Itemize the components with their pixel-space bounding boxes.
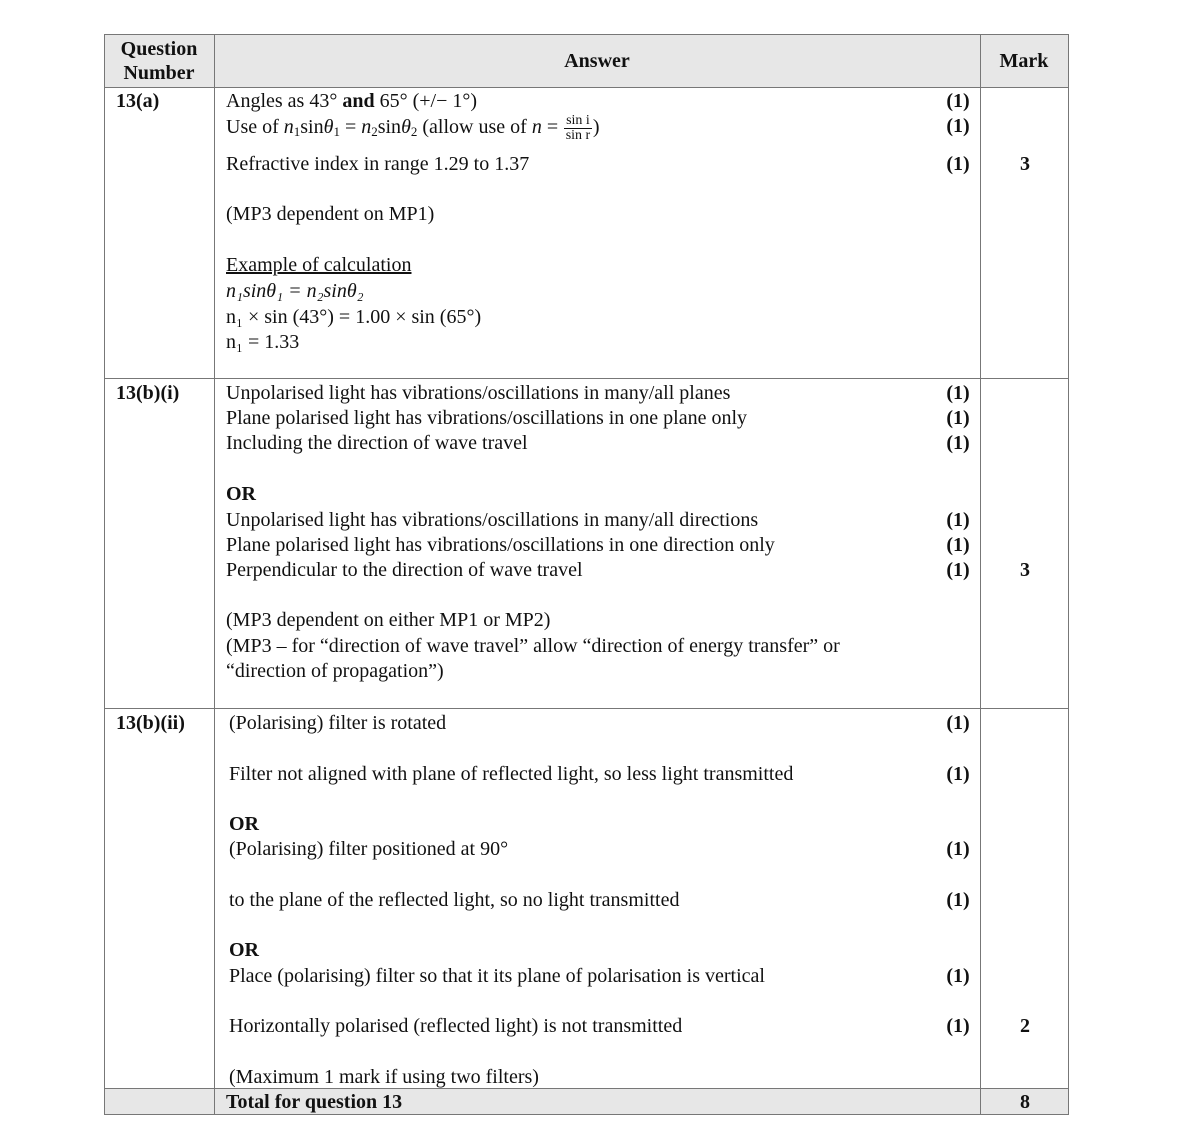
total-label: Total for question 13 (226, 1091, 403, 1113)
example-line: n₁ = 1.33 (226, 331, 300, 353)
divider (104, 708, 1069, 709)
answer-line: Angles as 43° and 65° (+/− 1°) (226, 90, 478, 112)
answer-note: “direction of propagation”) (226, 660, 444, 682)
answer-line: Including the direction of wave travel (226, 432, 528, 454)
or-separator: OR (226, 483, 256, 505)
point-mark: (1) (946, 115, 970, 137)
divider (980, 34, 981, 1115)
answer-line: (Polarising) filter positioned at 90° (229, 838, 509, 860)
answer-note: (MP3 dependent on MP1) (226, 203, 435, 225)
divider (214, 34, 215, 1115)
header-answer: Answer (564, 50, 630, 72)
answer-line: Refractive index in range 1.29 to 1.37 (226, 153, 530, 175)
point-mark: (1) (946, 153, 970, 175)
point-mark: (1) (946, 407, 970, 429)
answer-line: Filter not aligned with plane of reflected light, so less light transmitted (229, 763, 794, 785)
point-mark: (1) (946, 1015, 970, 1037)
divider (1068, 34, 1069, 1115)
question-mark-total: 3 (1020, 559, 1030, 581)
answer-line: Unpolarised light has vibrations/oscillations in many/all directions (226, 509, 759, 531)
divider (104, 34, 105, 1115)
question-mark-total: 3 (1020, 153, 1030, 175)
point-mark: (1) (946, 559, 970, 581)
point-mark: (1) (946, 763, 970, 785)
point-mark: (1) (946, 90, 970, 112)
divider (104, 87, 1069, 88)
answer-note: (MP3 dependent on either MP1 or MP2) (226, 609, 551, 631)
example-line: n₁sinθ₁ = n₂sinθ₂ (226, 280, 364, 302)
answer-line: Perpendicular to the direction of wave travel (226, 559, 583, 581)
question-id: 13(b)(i) (116, 382, 180, 404)
question-mark-total: 2 (1020, 1015, 1030, 1037)
answer-line: Horizontally polarised (reflected light) is not transmitted (229, 1015, 683, 1037)
or-separator: OR (229, 813, 259, 835)
divider (104, 34, 1069, 35)
example-title: Example of calculation (226, 254, 412, 276)
answer-note: (Maximum 1 mark if using two filters) (229, 1066, 539, 1088)
point-mark: (1) (946, 838, 970, 860)
point-mark: (1) (946, 509, 970, 531)
fraction: $\frac{\text{sin i}}{\text{sin r}}$ (565, 113, 591, 143)
answer-note: (MP3 – for “direction of wave travel” allow “direction of energy transfer” or (226, 635, 840, 657)
total-mark: 8 (1020, 1091, 1030, 1113)
or-separator: OR (229, 939, 259, 961)
header-question-number: Question Number (120, 38, 198, 84)
example-line: n₁ × sin (43°) = 1.00 × sin (65°) (226, 306, 482, 328)
answer-line: to the plane of the reflected light, so no light transmitted (229, 889, 680, 911)
answer-line: Plane polarised light has vibrations/oscillations in one plane only (226, 407, 748, 429)
point-mark: (1) (946, 965, 970, 987)
point-mark: (1) (946, 382, 970, 404)
point-mark: (1) (946, 889, 970, 911)
answer-line: Unpolarised light has vibrations/oscillations in many/all planes (226, 382, 731, 404)
point-mark: (1) (946, 534, 970, 556)
divider (104, 1114, 1069, 1115)
point-mark: (1) (946, 712, 970, 734)
divider (104, 378, 1069, 379)
header-mark: Mark (999, 50, 1049, 72)
point-mark: (1) (946, 432, 970, 454)
question-id: 13(a) (116, 90, 160, 112)
answer-line: Plane polarised light has vibrations/oscillations in one direction only (226, 534, 775, 556)
formula-line: Use of $n_1\sin\theta_1 = n_2\sin\theta_2$ (allow use of n = $\frac{\text{sin i}}{\text{sin r}}$ ) (226, 113, 600, 143)
answer-line: (Polarising) filter is rotated (229, 712, 447, 734)
answer-line: Place (polarising) filter so that it its plane of polarisation is vertical (229, 965, 765, 987)
question-id: 13(b)(ii) (116, 712, 185, 734)
